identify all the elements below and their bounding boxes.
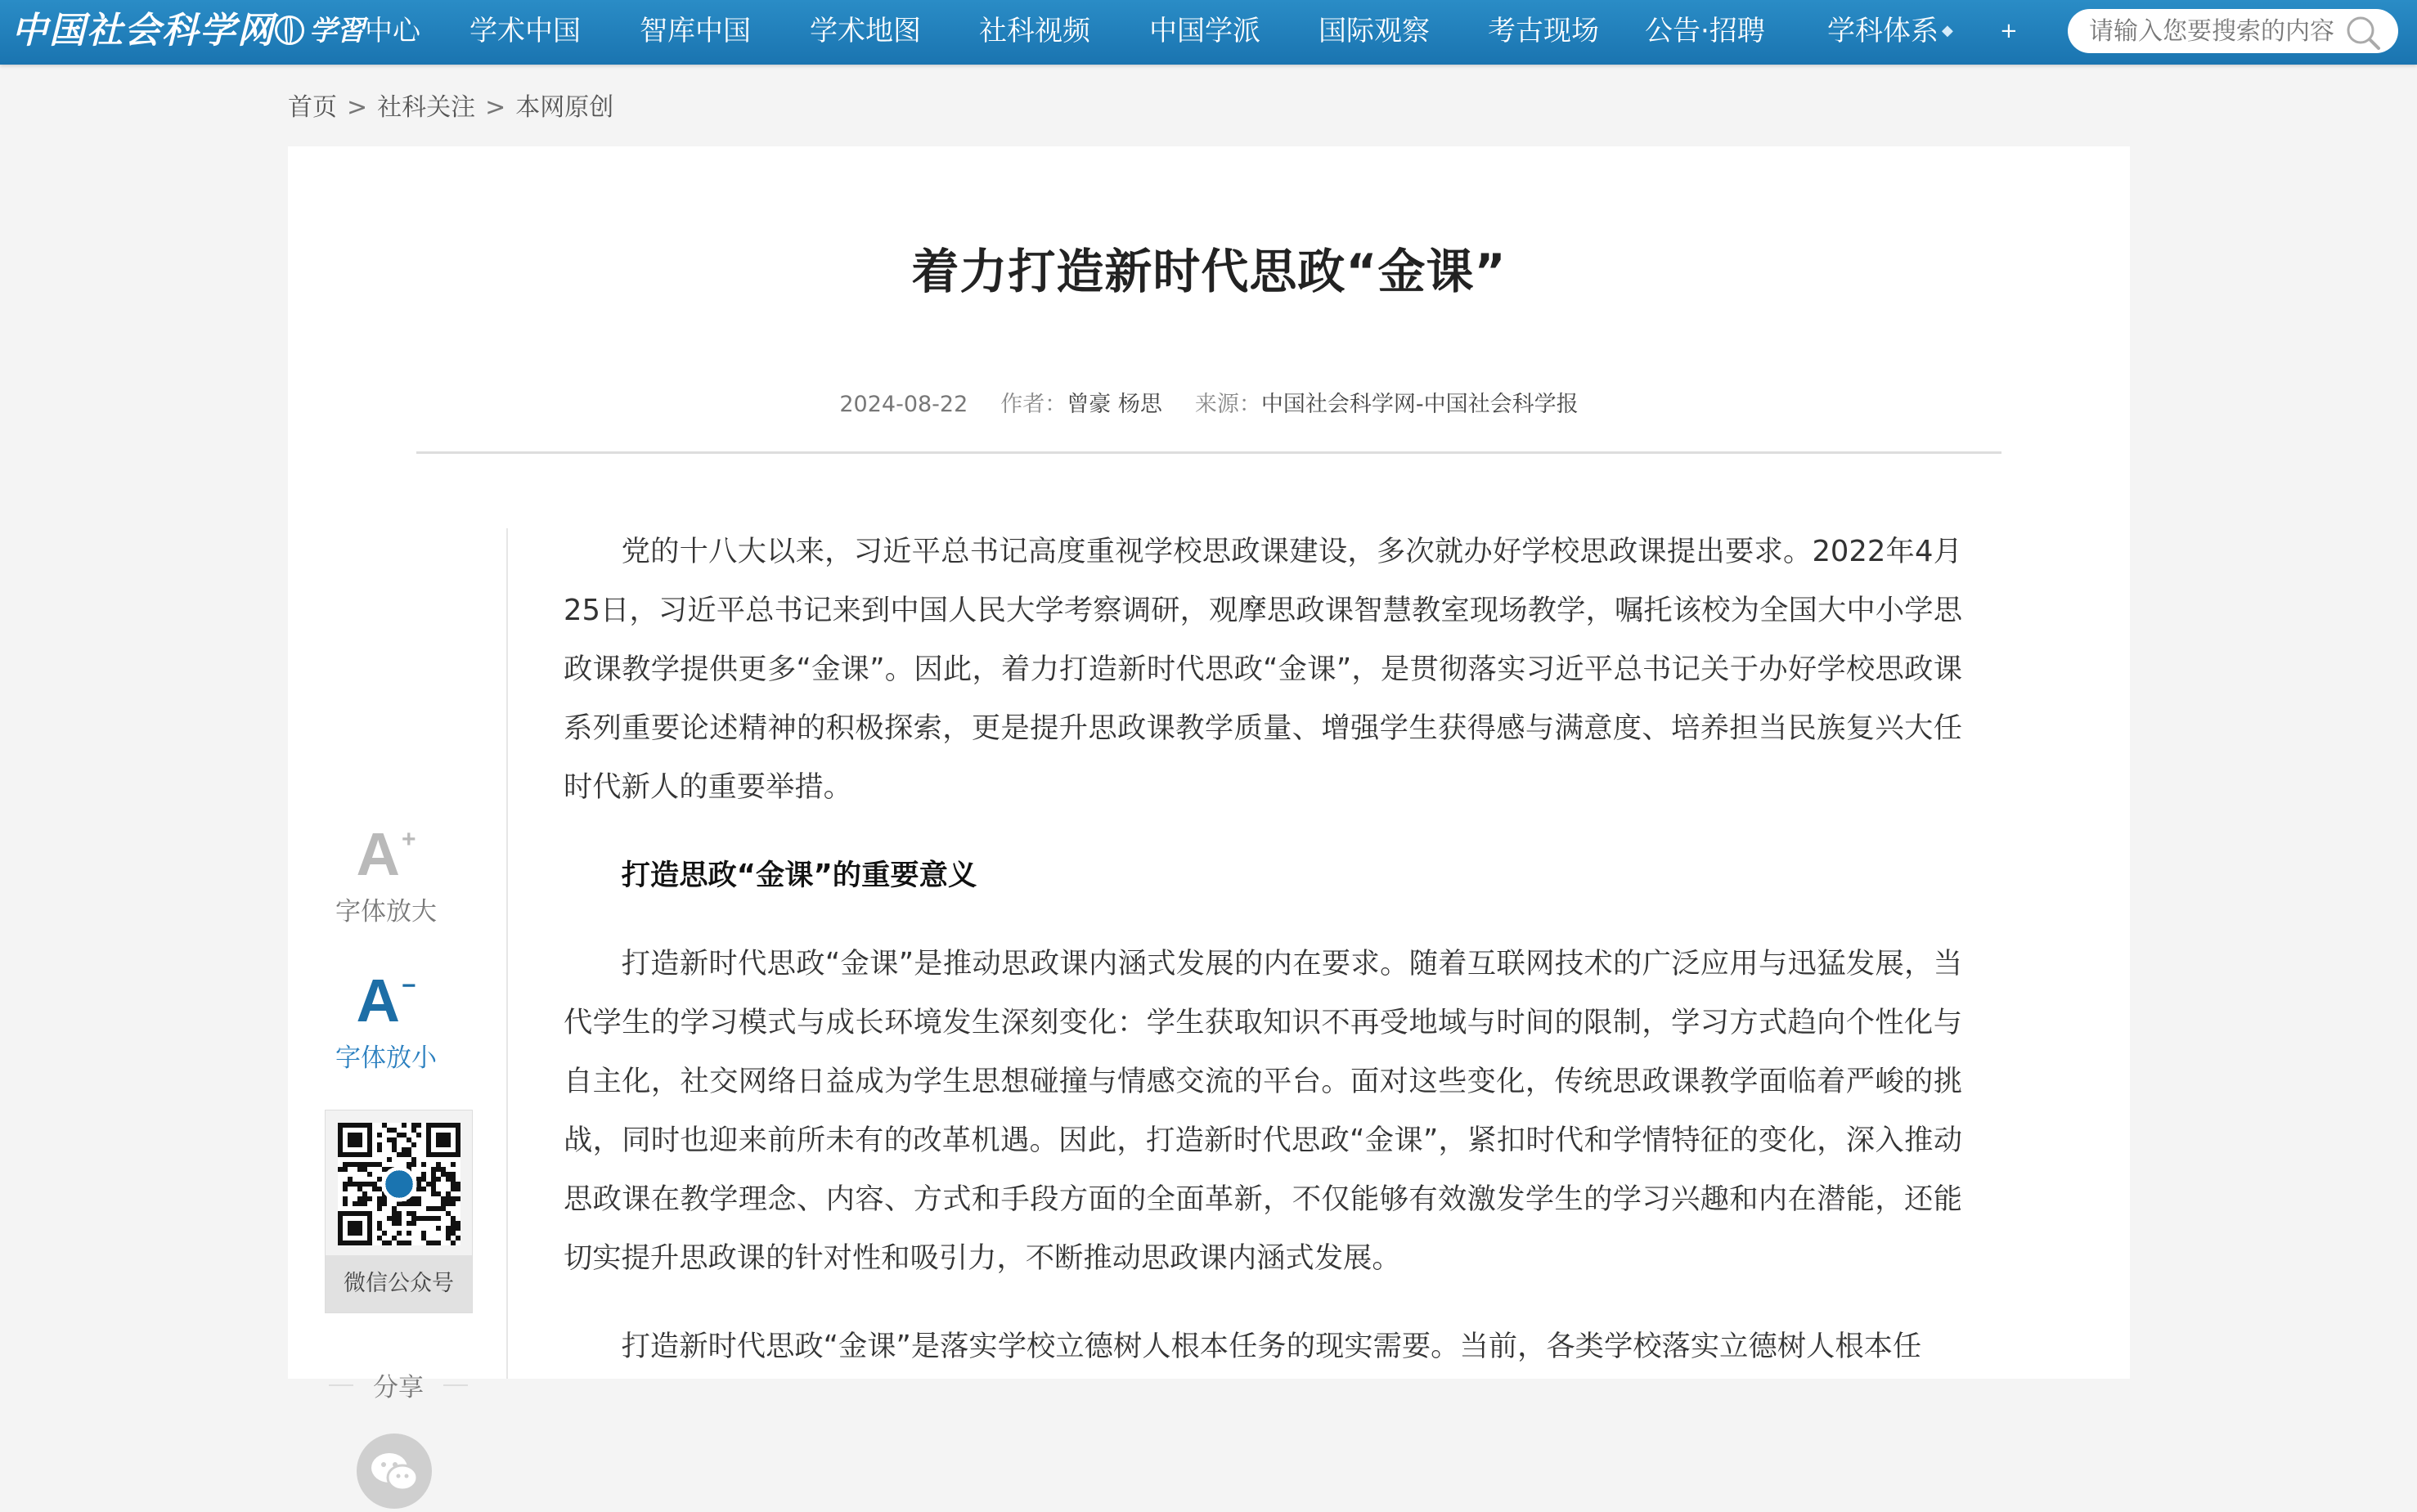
diamond-icon: ◆: [1942, 22, 1953, 39]
article-paragraph: 打造新时代思政“金课”是落实学校立德树人根本任务的现实需要。当前，各类学校落实立德树人根本任: [621, 1330, 1922, 1363]
nav-item-academic-map[interactable]: 学术地图: [810, 15, 921, 47]
breadcrumb: [288, 87, 613, 123]
font-decrease-label: 字体放小: [335, 1043, 437, 1073]
font-decrease-icon: A−: [356, 967, 416, 1034]
nav-more-button[interactable]: +: [2000, 19, 2018, 43]
breadcrumb-home[interactable]: 首页: [288, 93, 337, 122]
nav-item-social-science-video[interactable]: 社科视频: [979, 15, 1090, 47]
study-suffix-text: 中心: [365, 15, 420, 47]
source-label: 来源：: [1194, 392, 1261, 417]
article-meta: [288, 386, 2130, 418]
breadcrumb-original[interactable]: 本网原创: [515, 93, 614, 122]
author-name: 曾豪 杨思: [1067, 392, 1162, 417]
publish-date: 2024-08-22: [839, 392, 968, 417]
font-increase-label: 字体放大: [335, 897, 437, 926]
share-heading: 分享: [337, 1366, 460, 1403]
breadcrumb-separator: >: [347, 93, 368, 122]
tool-column-divider: [506, 528, 508, 1379]
nav-item-international-observation[interactable]: 国际观察: [1319, 15, 1430, 47]
study-brand-text: 学習: [309, 15, 365, 47]
search-icon[interactable]: [2344, 14, 2382, 52]
nav-item-archaeology-site[interactable]: 考古现场: [1488, 15, 1599, 47]
site-logo[interactable]: 中国社会科学网: [11, 10, 275, 52]
breadcrumb-separator: >: [485, 93, 506, 122]
breadcrumb-social-science-focus[interactable]: 社科关注: [377, 93, 476, 122]
article-card: [288, 146, 2130, 1402]
wechat-icon: [357, 1433, 432, 1509]
wechat-qr-panel: [325, 1110, 473, 1313]
title-divider: [416, 451, 2001, 454]
nav-item-announcements-recruitment[interactable]: 公告·招聘: [1645, 15, 1765, 47]
source-name: 中国社会科学网-中国社会科学报: [1260, 392, 1579, 417]
nav-item-chinese-school[interactable]: 中国学派: [1149, 15, 1260, 47]
wechat-qr-label: 微信公众号: [326, 1255, 472, 1312]
article-tool-column: [288, 528, 509, 1402]
globe-icon: [275, 16, 304, 45]
article-paragraph: 打造新时代思政“金课”是推动思政课内涵式发展的内在要求。随着互联网技术的广泛应用与迅猛发展，当代学生的学习模式与成长环境发生深刻变化：学生获取知识不再受地域与时间的限制，学习方式趋向个性化与自主化，社交网络日益成为学生思想碰撞与情感交流的平台。面对这些变化，传统思政课教学面临着严峻的挑战，同时也迎来前所未有的改革机遇。因此，打造新时代思政“金课”，紧扣时代和学情特征的变化，深入推动思政课在教学理念、内容、方式和手段方面的全面革新，不仅能够有效激发学生的学习兴趣和内在潜能，还能切实提升思政课的针对性和吸引力，不断推动思政课内涵式发展。: [564, 947, 1962, 1275]
font-increase-button[interactable]: [321, 807, 452, 927]
font-increase-icon: A+: [356, 820, 416, 888]
top-navigation-bar: [0, 0, 2417, 65]
qr-code-icon: [338, 1123, 460, 1245]
author-label: 作者：: [1000, 392, 1067, 417]
search-input[interactable]: [2089, 9, 2359, 53]
font-decrease-button[interactable]: [321, 953, 452, 1074]
nav-item-think-tank-china[interactable]: 智库中国: [640, 15, 751, 47]
article-body: [564, 523, 1962, 1379]
nav-item-academic-china[interactable]: 学术中国: [469, 15, 581, 47]
nav-item-study-center[interactable]: [275, 0, 420, 65]
article-title: 着力打造新时代思政“金课”: [911, 244, 1507, 299]
nav-item-discipline-system[interactable]: [1827, 0, 1953, 65]
search-box: [2068, 9, 2398, 53]
share-wechat-button[interactable]: [357, 1433, 432, 1509]
article-paragraph: 党的十八大以来，习近平总书记高度重视学校思政课建设，多次就办好学校思政课提出要求。2022年4月25日，习近平总书记来到中国人民大学考察调研，观摩思政课智慧教室现场教学，嘱托该校为全国大中小学思政课教学提供更多“金课”。因此，着力打造新时代思政“金课”，是贯彻落实习近平总书记关于办好学校思政课系列重要论述精神的积极探索，更是提升思政课教学质量、增强学生获得感与满意度、培养担当民族复兴大任时代新人的重要举措。: [564, 535, 1962, 804]
discipline-system-label: 学科体系: [1827, 15, 1939, 47]
section-subheading: 打造思政“金课”的重要意义: [621, 859, 977, 892]
